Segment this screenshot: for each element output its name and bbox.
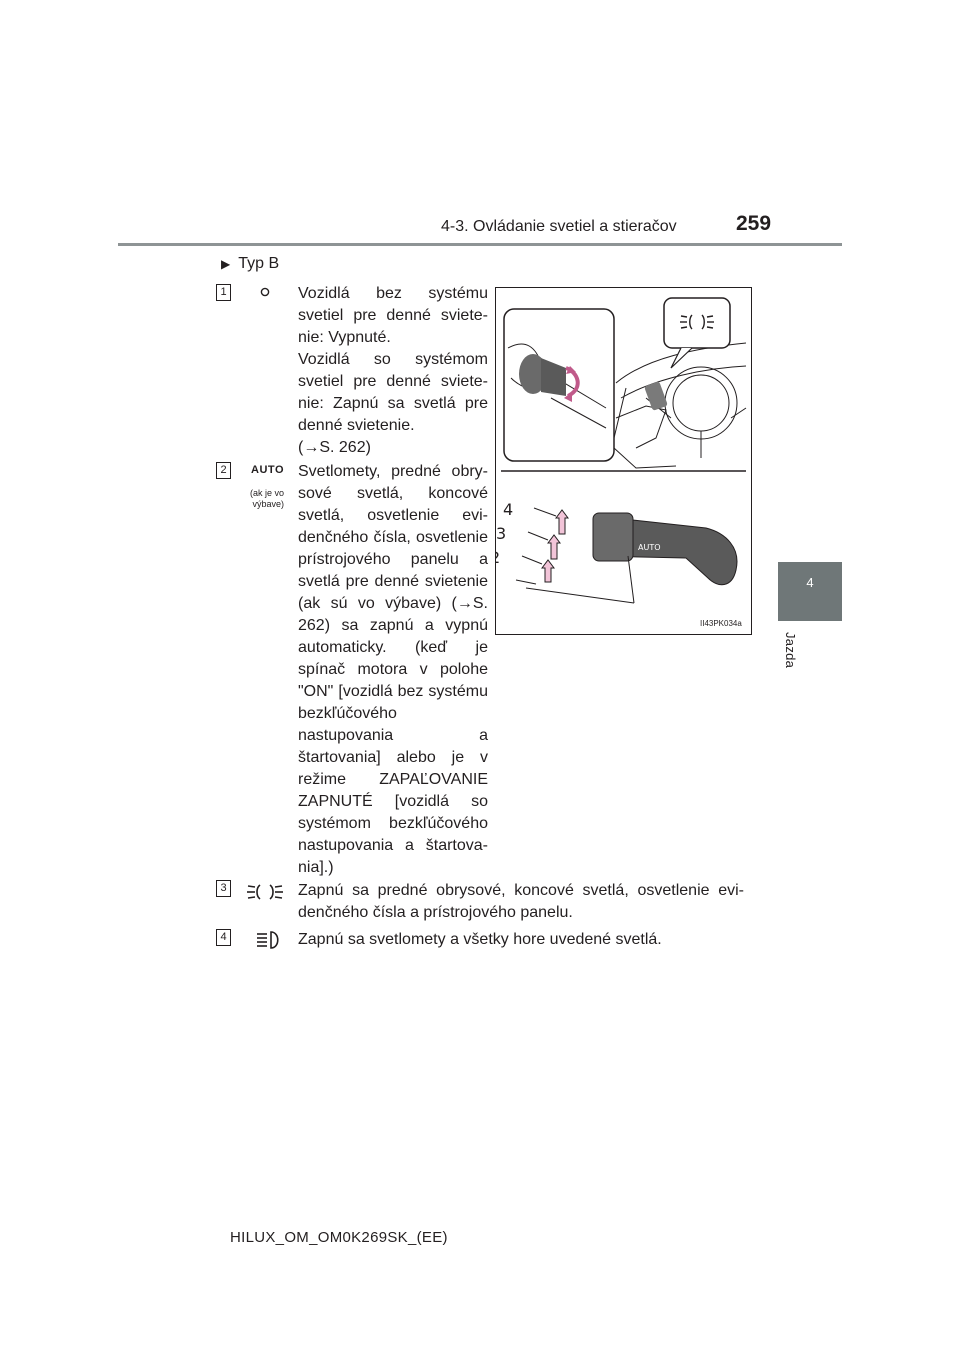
type-heading: ▶ Typ B [221, 255, 280, 272]
availability-caption: (ak je vo výbave) [249, 488, 284, 509]
auto-icon: AUTO [251, 464, 284, 476]
item-2-text: Svetlomety, predné obrysové svetlá, koncové svetlá, osvetlenie evidenčného čísla, osvetlenie prístrojového panelu a svetlá pre denné svietenie (ak sú vo výbave) (→S. 262) sa zapnú a vypnú automaticky. (keď je spínač motora v polohe "ON" [vozidlá bez systému bezkľúčového nastupovania a štartovania] alebo je v režime ZAPAĽOVANIE ZAPNUTÉ [vozidlá so systémom bezkľúčového nastupovania a štartovania].) [298, 463, 488, 876]
lever-detail [593, 513, 737, 603]
headlight-switch-illustration [496, 288, 751, 634]
parking-lights-icon [246, 881, 284, 903]
chapter-tab-rule [778, 620, 842, 621]
headlight-icon [254, 929, 284, 951]
chapter-number: 4 [806, 575, 814, 590]
item-number-3: 3 [216, 880, 231, 897]
callout-3: 3 [496, 524, 507, 543]
document-footer: HILUX_OM_OM0K269SK_(EE) [230, 1229, 448, 1246]
item-1-text: Vozidlá bez systému svetiel pre denné svietenie: Vypnuté. Vozidlá so systémom svetiel pre denné svietenie: Zapnú sa svetlá pre denné svietenie. (→S. 262) [298, 285, 488, 456]
chapter-label: Jazda [783, 632, 798, 669]
illustration-frame [495, 287, 752, 635]
chapter-tab [778, 562, 842, 620]
triangle-bullet-icon: ▶ [221, 257, 231, 271]
item-number-2: 2 [216, 462, 231, 479]
header-rule [118, 243, 842, 246]
section-title: 4-3. Ovládanie svetiel a stieračov [441, 218, 677, 235]
item-number-1: 1 [216, 284, 231, 301]
small-circle-icon [260, 287, 270, 297]
callout-4: 4 [503, 500, 514, 519]
switch-auto-label: AUTO [638, 543, 661, 552]
page-number: 259 [736, 212, 772, 235]
callout-2 [496, 548, 500, 567]
figure-code: II43PK034a [700, 619, 742, 628]
item-4-text: Zapnú sa svetlomety a všetky hore uvedené svetlá. [298, 931, 662, 948]
item-number-4: 4 [216, 929, 231, 946]
item-3-text: Zapnú sa predné obrysové, koncové svetlá, osvetlenie evidenčného čísla a prístrojového panelu. [298, 882, 744, 921]
inset-indicator [664, 298, 730, 348]
